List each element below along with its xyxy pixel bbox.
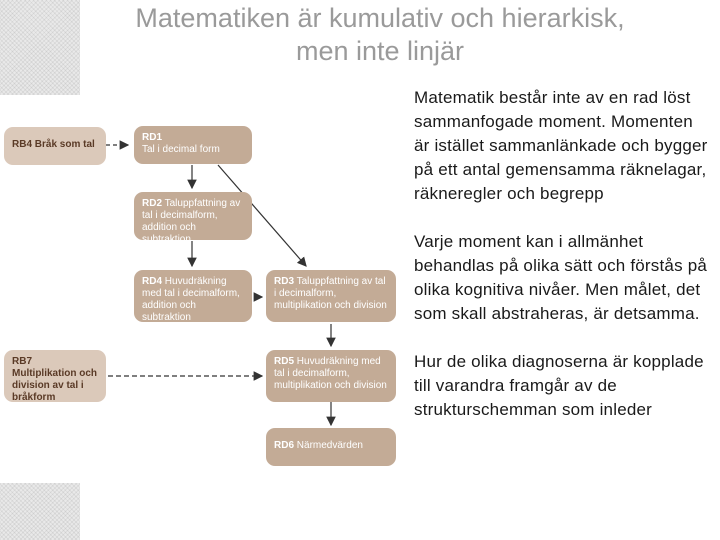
slide-title: Matematiken är kumulativ och hierarkisk, men inte linjär bbox=[135, 3, 625, 66]
paragraph-3: Hur de olika diagnoserna är kopplade till varandra framgår av de strukturschemman som inleder bbox=[414, 352, 704, 419]
box-rd3-code: RD3 bbox=[274, 276, 295, 287]
box-rb4 bbox=[4, 127, 106, 165]
box-rd5 bbox=[266, 350, 396, 402]
box-rb7-code: RB7 bbox=[12, 356, 33, 367]
box-rd5-code: RD5 bbox=[274, 356, 295, 367]
box-rb7 bbox=[4, 350, 106, 402]
box-rd6 bbox=[266, 428, 396, 466]
box-rd3 bbox=[266, 270, 396, 322]
box-rd1-code: RD1 bbox=[142, 132, 163, 143]
box-rd3-text: Taluppfattning av tal i decimalform, multiplikation och division bbox=[274, 276, 387, 311]
box-rd5-text: Huvudräkning med tal i decimalform, multiplikation och division bbox=[274, 356, 387, 391]
box-rd6-code: RD6 bbox=[274, 440, 295, 451]
box-rb4-code: RB4 bbox=[12, 139, 33, 150]
box-rd4-code: RD4 bbox=[142, 276, 163, 287]
box-rd2 bbox=[134, 192, 252, 245]
box-rb7-text: Multiplikation och division av tal i bråkform bbox=[12, 368, 97, 403]
box-rd4-text: Huvudräkning med tal i decimalform, addition och subtraktion bbox=[142, 276, 240, 323]
box-rd1-text: Tal i decimal form bbox=[142, 144, 220, 155]
box-rd1 bbox=[134, 126, 252, 164]
box-rd2-code: RD2 bbox=[142, 198, 163, 209]
paragraph-2: Varje moment kan i allmänhet behandlas på olika sätt och förstås på olika kognitiva nivåer. Men målet, det som skall abstraheras, är detsamma. bbox=[414, 232, 708, 323]
box-rb4-text: Bråk som tal bbox=[34, 139, 95, 150]
box-rd2-text: Taluppfattning av tal i decimalform, addition och subtraktion bbox=[142, 198, 241, 245]
body-text bbox=[414, 86, 710, 446]
box-rd4 bbox=[134, 270, 252, 322]
box-rd6-text: Närmedvärden bbox=[296, 440, 363, 451]
paragraph-1: Matematik består inte av en rad löst sammanfogade moment. Momenten är istället sammanlänkade och bygger på ett antal gemensamma räknelagar, räkneregler och begrepp bbox=[414, 88, 708, 203]
